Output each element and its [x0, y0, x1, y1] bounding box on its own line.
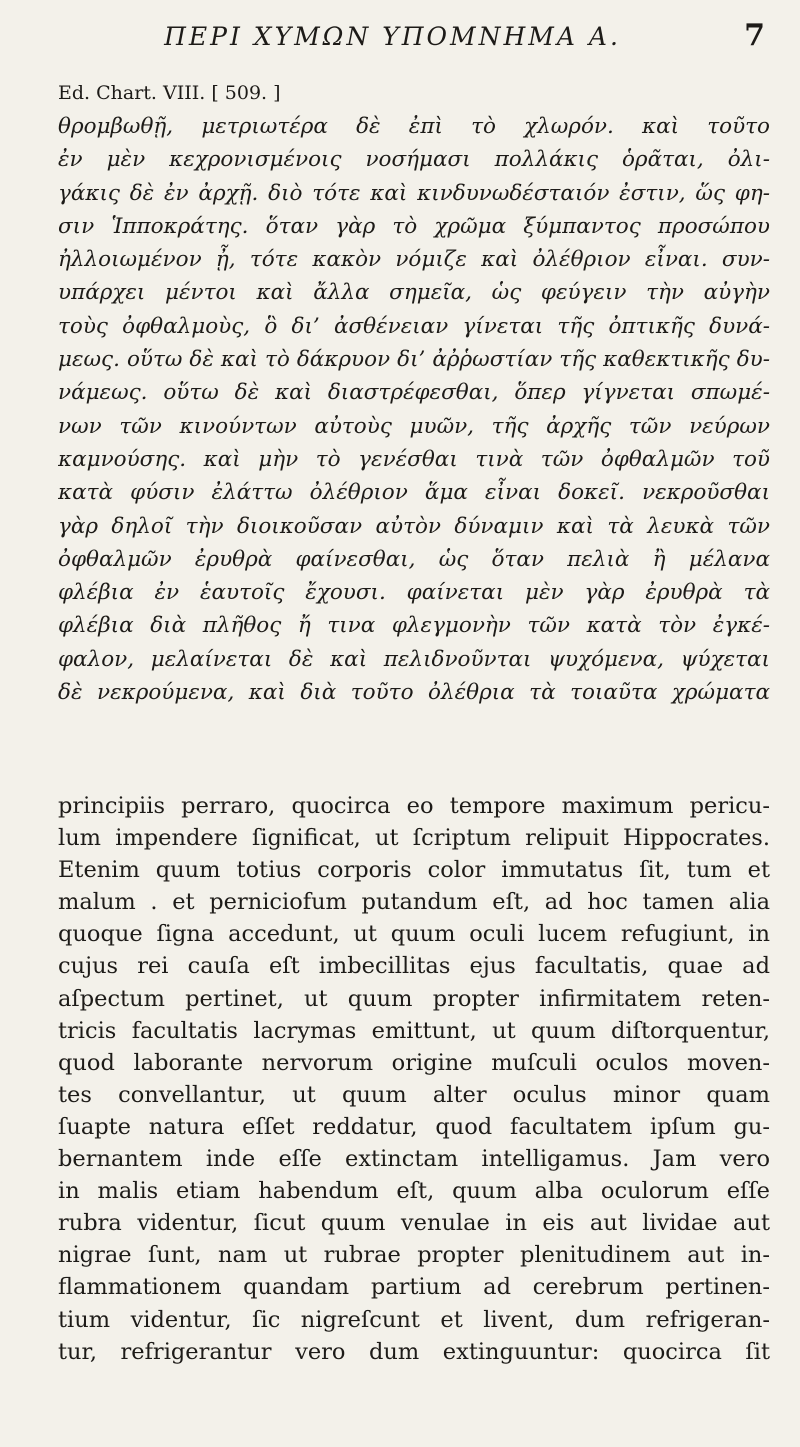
greek-line: γάκις δὲ ἐν ἀρχῇ. διὸ τότε καὶ κινδυνωδέσταιόν ἐστιν, ὥς φη- [58, 180, 770, 206]
greek-line: μεως. οὕτω δὲ καὶ τὸ δάκρυον δι’ ἀῤῥωστίαν τῆς καθεκτικῆς δυ- [58, 347, 770, 373]
greek-line: τοὺς ὀφθαλμοὺς, ὃ δι’ ἀσθένειαν γίνεται τῆς ὀπτικῆς δυνά- [58, 313, 770, 339]
latin-line: principiis perraro, quocirca eo tempore maximum pericu- [58, 793, 770, 819]
latin-line: quoque ſigna accedunt, ut quum oculi lucem refugiunt, in [58, 921, 770, 948]
latin-line: lum impendere ſignificat, ut ſcriptum relipuit Hippocrates. [58, 825, 770, 852]
latin-line: aſpectum pertinet, ut quum propter infirmitatem reten- [58, 985, 770, 1012]
greek-line: δὲ νεκρούμενα, καὶ διὰ τοῦτο ὀλέθρια τὰ τοιαῦτα χρώματα [58, 680, 770, 706]
greek-line: θρομβωθῇ, μετριωτέρα δὲ ἐπὶ τὸ χλωρόν. καὶ τοῦτο [58, 114, 770, 139]
latin-line: in malis etiam habendum eſt, quum alba oculorum eſſe [58, 1178, 770, 1205]
latin-line: tricis facultatis lacrymas emittunt, ut quum diſtorquentur, [58, 1017, 770, 1044]
latin-line: Etenim quum totius corporis color immutatus ſit, tum et [58, 857, 770, 884]
greek-line: φλέβια διὰ πλῆθος ἤ τινα φλεγμονὴν τῶν κατὰ τὸν ἐγκέ- [58, 613, 770, 639]
latin-line: nigrae ſunt, nam ut rubrae propter plenitudinem aut in- [58, 1242, 770, 1269]
latin-line: quod laborante nervorum origine muſculi oculos moven- [58, 1049, 770, 1076]
greek-text-block [58, 110, 770, 709]
latin-line: tes convellantur, ut quum alter oculus minor quam [58, 1081, 770, 1108]
greek-line: σιν Ἱπποκράτης. ὅταν γὰρ τὸ χρῶμα ξύμπαντος προσώπου [58, 213, 770, 239]
greek-line: ἐν μὲν κεχρονισμένοις νοσήμασι πολλάκις ὁρᾶται, ὀλι- [58, 147, 770, 173]
latin-text-block [58, 790, 770, 1368]
latin-line: malum . et perniciofum putandum eſt, ad hoc tamen alia [58, 889, 770, 916]
latin-line: tium videntur, ſic nigreſcunt et livent, dum refrigeran- [58, 1306, 770, 1333]
greek-line: φλέβια ἐν ἑαυτοῖς ἔχουσι. φαίνεται μὲν γὰρ ἐρυθρὰ τὰ [58, 580, 770, 606]
greek-line: γὰρ δηλοῖ τὴν διοικοῦσαν αὐτὸν δύναμιν καὶ τὰ λευκὰ τῶν [58, 513, 770, 539]
greek-line: φαλον, μελαίνεται δὲ καὶ πελιδνοῦνται ψυχόμενα, ψύχεται [58, 646, 770, 672]
latin-line: ſuapte natura eſſet reddatur, quod facultatem ipſum gu- [58, 1113, 770, 1140]
greek-line: νων τῶν κινούντων αὐτοὺς μυῶν, τῆς ἀρχῆς τῶν νεύρων [58, 413, 770, 439]
edition-reference: Ed. Chart. VIII. [ 509. ] [58, 82, 281, 104]
greek-line: ὀφθαλμῶν ἐρυθρὰ φαίνεσθαι, ὡς ὅταν πελιὰ ἢ μέλανα [58, 546, 770, 572]
latin-line: tur, refrigerantur vero dum extinguuntur: quocirca ſit [58, 1338, 770, 1365]
greek-line: ἠλλοιωμένον ᾖ, τότε κακὸν νόμιζε καὶ ὀλέθριον εἶναι. συν- [58, 247, 770, 273]
greek-line: καμνούσης. καὶ μὴν τὸ γενέσθαι τινὰ τῶν ὀφθαλμῶν τοῦ [58, 446, 770, 472]
greek-line: κατὰ φύσιν ἐλάττω ὀλέθριον ἅμα εἶναι δοκεῖ. νεκροῦσθαι [58, 480, 770, 506]
greek-line: νάμεως. οὕτω δὲ καὶ διαστρέφεσθαι, ὅπερ γίγνεται σπωμέ- [58, 380, 770, 406]
greek-line: υπάρχει μέντοι καὶ ἄλλα σημεῖα, ὡς φεύγειν τὴν αὐγὴν [58, 280, 770, 306]
running-head [60, 14, 765, 54]
running-title: ΠΕΡΙ ΧΥΜΩΝ ΥΠΟΜΝΗΜΑ Α. [164, 22, 621, 51]
latin-line: rubra videntur, ſicut quum venulae in eis aut lividae aut [58, 1210, 770, 1237]
page-number: 7 [744, 18, 765, 53]
latin-line: flammationem quandam partium ad cerebrum pertinen- [58, 1274, 770, 1301]
latin-line: bernantem inde eſſe extinctam intelligamus. Jam vero [58, 1146, 770, 1173]
latin-line: cujus rei cauſa eſt imbecillitas ejus facultatis, quae ad [58, 953, 770, 980]
